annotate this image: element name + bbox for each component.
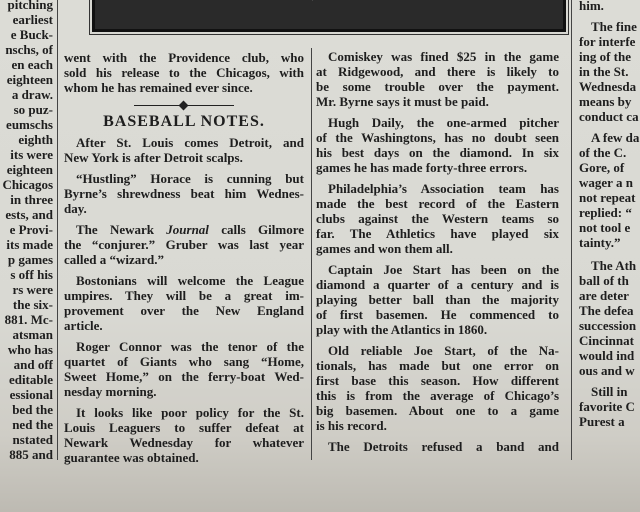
text-line: are deter <box>579 288 629 303</box>
column-rule <box>312 0 313 1</box>
paragraph <box>316 343 559 433</box>
text-line: of first basemen. He commenced to <box>316 307 559 322</box>
continued-article <box>64 50 304 95</box>
text-line: After St. Louis comes Detroit, and <box>76 135 304 150</box>
text-line: eighth <box>18 132 53 147</box>
text-line: s off his <box>10 267 53 282</box>
text-line: “Hustling” Horace is cunning but <box>76 171 304 186</box>
text-line: nstated <box>12 432 53 447</box>
paragraph <box>64 135 304 165</box>
text-line: his best days on the diamond. In six <box>316 145 559 160</box>
text-line: who has <box>7 342 53 357</box>
text-line: Philadelphia’s Association team has <box>328 181 559 196</box>
text-line: this is from the average of Chicago’s <box>316 388 559 403</box>
text-line: New York is after Detroit scalps. <box>64 150 243 165</box>
text-line: tionals, has made but one error on <box>316 358 559 373</box>
paragraph <box>316 181 559 256</box>
text-line: not tool e <box>579 220 631 235</box>
text-line: ests, and <box>5 207 53 222</box>
text-line: far. The Athletics have played six <box>316 226 559 241</box>
paragraph <box>316 439 559 454</box>
text-line: the “conjurer.” Gruber was last year <box>64 237 304 252</box>
text-line: Comiskey was fined $25 in the game <box>328 49 559 64</box>
text-line: ous and w <box>579 363 635 378</box>
text-line: nesday morning. <box>64 384 157 399</box>
text-line: nschs, of <box>5 42 53 57</box>
right-column-fragment <box>579 0 640 435</box>
text-line: Still in <box>591 384 628 399</box>
paragraph <box>64 50 304 95</box>
text-line: its were <box>10 147 53 162</box>
text-line: p games <box>7 252 53 267</box>
text-line: Captain Joe Start has been on the <box>328 262 559 277</box>
text-line: guarantee was obtained. <box>64 450 199 465</box>
paragraph <box>316 49 559 109</box>
text-line: Gore, of <box>579 160 625 175</box>
text-line: at Ridgewood, and there is likely to <box>316 64 559 79</box>
text-line: Roger Connor was the tenor of the <box>76 339 304 354</box>
text-line: Purest a <box>579 414 625 429</box>
text-line: eumschs <box>6 117 53 132</box>
text-line: A few da <box>591 130 640 145</box>
text-line: Wednesda <box>579 79 637 94</box>
text-line: Hugh Daily, the one-armed pitcher <box>328 115 559 130</box>
text-line: Old reliable Joe Start, of the Na- <box>328 343 559 358</box>
text-line: made the best record of the Eastern <box>316 196 559 211</box>
text-line: favorite C <box>579 399 635 414</box>
text-line: not repeat <box>579 190 636 205</box>
text-line: wager a n <box>579 175 633 190</box>
text-line: 885 and <box>9 447 53 462</box>
ornamental-rule <box>64 101 304 110</box>
paragraph <box>64 405 304 465</box>
text-line: Byrne’s shrewdness beat him Wednes- <box>64 186 304 201</box>
text-line: provement over the New England <box>64 303 304 318</box>
paragraph <box>0 0 53 462</box>
text-line: conduct ca <box>579 109 639 124</box>
text-line: the six- <box>12 297 53 312</box>
text-line: editable <box>8 372 53 387</box>
text-line: The Ath <box>591 258 637 273</box>
text-line: 881. Mc- <box>4 312 53 327</box>
text-line: eighteen <box>6 162 53 177</box>
text-line: would ind <box>579 348 635 363</box>
paragraph <box>579 384 640 429</box>
column-rule <box>311 48 312 460</box>
text-line: play with the Atlantics in 1860. <box>316 322 488 337</box>
text-line: eighteen <box>6 72 53 87</box>
column-rule <box>571 0 572 460</box>
text-line: ball of th <box>579 273 629 288</box>
text-line: ned the <box>12 417 53 432</box>
paragraph <box>316 115 559 175</box>
text-line: and off <box>13 357 53 372</box>
text-line: clubs against the Western teams so <box>316 211 559 226</box>
text-line: earliest <box>12 12 53 27</box>
paragraph <box>579 0 640 13</box>
paragraph <box>64 273 304 333</box>
text-line: Bostonians will welcome the League <box>76 273 304 288</box>
text-line: Mr. Byrne says it must be paid. <box>316 94 489 109</box>
text-line: of the Washingtons, has no doubt seen <box>316 130 559 145</box>
text-line: be some trouble over the payment. <box>316 79 559 94</box>
text-line: replied: “ <box>579 205 632 220</box>
text-line: e Buck- <box>10 27 53 42</box>
text-line: pitching <box>7 0 53 12</box>
text-line: bed the <box>12 402 53 417</box>
text-line: article. <box>64 318 103 333</box>
text-line: Sweet Home,” on the ferry-boat Wed- <box>64 369 304 384</box>
section-heading: BASEBALL NOTES. <box>103 113 265 130</box>
text-line: whom he has remained ever since. <box>64 80 253 95</box>
paragraph <box>579 130 640 250</box>
text-line: quartet of Giants who sang “Home, <box>64 354 304 369</box>
text-line: sold his release to the Chicagos, with <box>64 65 304 80</box>
text-line: Cincinnat <box>579 333 634 348</box>
text-line: went with the Providence club, who <box>64 50 304 65</box>
paragraph <box>64 171 304 216</box>
paragraph <box>64 222 304 267</box>
text-line: Newark Wednesday for whatever <box>64 435 304 450</box>
paragraph <box>579 19 640 124</box>
middle-column <box>64 50 304 471</box>
text-line: means by <box>579 94 632 109</box>
text-line: Louis Leaguers to suffer defeat at <box>64 420 304 435</box>
text-line: diamond a quarter of a century and is <box>316 277 559 292</box>
text-line: so puz- <box>13 102 53 117</box>
text-line: of the C. <box>579 145 627 160</box>
column-rule <box>57 0 58 460</box>
paragraph <box>64 339 304 399</box>
text-line: a draw. <box>11 87 53 102</box>
text-line: The Detroits refused a band and <box>328 439 559 454</box>
text-line: games and won them all. <box>316 241 453 256</box>
left-column-fragment <box>0 0 53 462</box>
text-line: its made <box>6 237 53 252</box>
text-line: in the St. <box>579 64 629 79</box>
text-line: games he has made forty-three errors. <box>316 160 528 175</box>
paragraph <box>316 262 559 337</box>
text-line: him. <box>579 0 604 13</box>
text-line: ing of the <box>579 49 631 64</box>
text-line: big basemen. About one to a game <box>316 403 559 418</box>
text-line: Chicagos <box>2 177 53 192</box>
photograph-engraving <box>92 0 566 32</box>
text-line: The Newark Journal calls Gilmore <box>76 222 304 237</box>
text-line: e Provi- <box>9 222 53 237</box>
second-column <box>316 49 559 460</box>
text-line: It looks like poor policy for the St. <box>76 405 304 420</box>
text-line: The fine <box>591 19 637 34</box>
text-line: is his record. <box>316 418 387 433</box>
text-line: tainty.” <box>579 235 621 250</box>
text-line: rs were <box>12 282 53 297</box>
baseball-notes <box>64 135 304 465</box>
text-line: for interfe <box>579 34 636 49</box>
text-line: The defea <box>579 303 634 318</box>
text-line: first base this season. How different <box>316 373 559 388</box>
text-line: day. <box>64 201 87 216</box>
text-line: umpires. They will be a great im- <box>64 288 304 303</box>
text-line: called a “wizard.” <box>64 252 165 267</box>
text-line: playing better ball than the majority <box>316 292 559 307</box>
text-line: essional <box>9 387 53 402</box>
text-line: in three <box>10 192 53 207</box>
paragraph <box>579 258 640 378</box>
text-line: atsman <box>12 327 53 342</box>
text-line: succession <box>579 318 637 333</box>
text-line: en each <box>11 57 53 72</box>
